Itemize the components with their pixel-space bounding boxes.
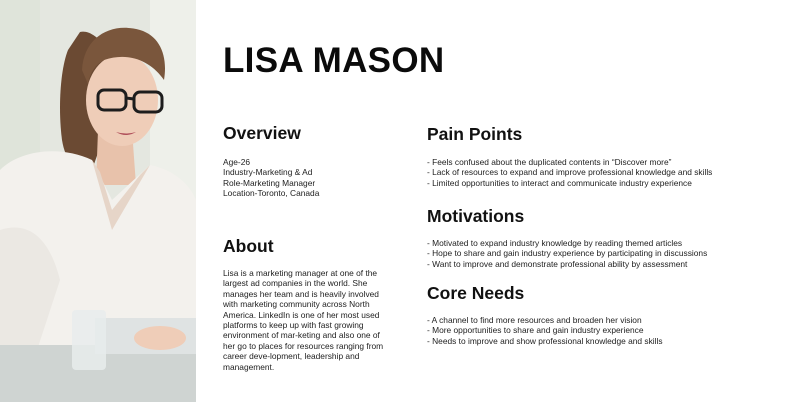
- pain-points-heading: Pain Points: [427, 124, 523, 144]
- list-item: - A channel to find more resources and broaden her vision: [427, 315, 642, 325]
- persona-name: LISA MASON: [223, 41, 445, 80]
- list-item: - Motivated to expand industry knowledge by reading themed articles: [427, 238, 683, 248]
- overview-location: Location-Toronto, Canada: [223, 188, 320, 199]
- list-item: - Hope to share and gain industry experience by participating in discussions: [427, 248, 708, 259]
- core-needs-list: [427, 315, 663, 346]
- list-item: - Feels confused about the duplicated contents in “Discover more”: [427, 157, 672, 167]
- overview-heading: Overview: [223, 123, 301, 143]
- about-heading: About: [223, 236, 274, 256]
- list-item: - Limited opportunities to interact and communicate industry experience: [427, 177, 692, 188]
- core-needs-heading: Core Needs: [427, 283, 525, 303]
- motivations-list: [427, 238, 707, 269]
- list-item: - Needs to improve and show professional knowledge and skills: [427, 335, 663, 346]
- overview-details: [223, 157, 319, 199]
- about-text: Lisa is a marketing manager at one of the largest ad companies in the world. She manages her team and is heavily involved with marketing community across North America. LinkedIn is one of her most used platforms to keep up with fast growing environment of mar-keting and also one of her go to places for resources ranging from career deve-lopment, leadership and management.: [223, 268, 384, 372]
- list-item: - More opportunities to share and gain industry experience: [427, 325, 644, 336]
- persona-photo: [0, 0, 196, 402]
- overview-role: Role-Marketing Manager: [223, 177, 316, 188]
- overview-age: Age-26: [223, 157, 251, 167]
- list-item: - Lack of resources to expand and improve professional knowledge and skills: [427, 167, 713, 178]
- motivations-heading: Motivations: [427, 206, 525, 226]
- list-item: - Want to improve and demonstrate professional ability by assessment: [427, 258, 688, 269]
- portrait-illustration: [0, 0, 196, 402]
- pain-points-list: [427, 157, 712, 188]
- overview-industry: Industry-Marketing & Ad: [223, 167, 313, 178]
